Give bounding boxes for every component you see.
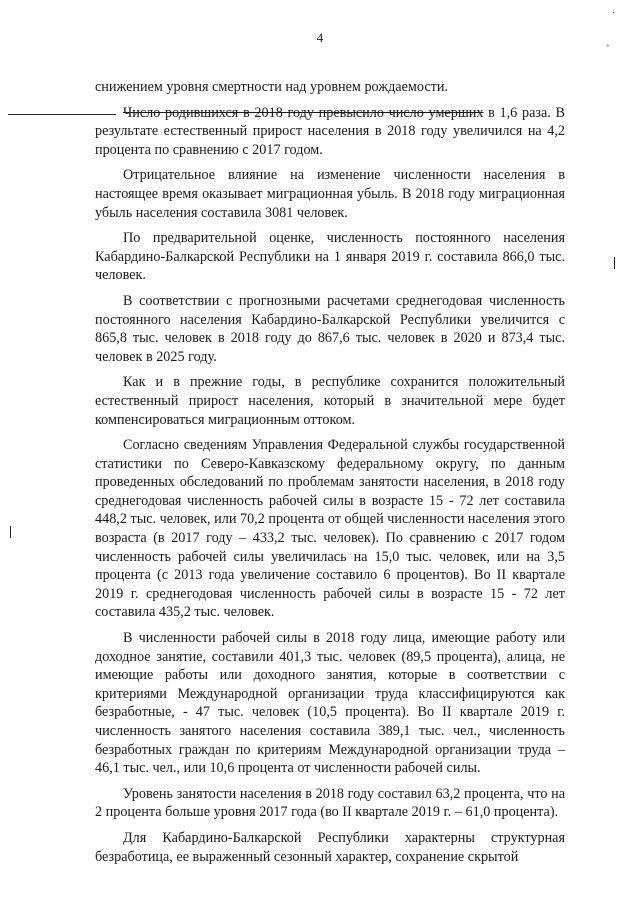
- page-number: 4: [316, 30, 324, 45]
- paragraph-text: Отрицательное влияние на изменение численности населения в настоящее время оказывает миграционная убыль. В 2018 году миграционная убыль населения составила 3081 человек.: [95, 167, 565, 221]
- paragraph-text: в 1,6 раза. В результате естественный прирост населения в 2018 году увеличился на 4,2 процента по сравнению с 2017 годом.: [95, 104, 565, 158]
- scan-artifact-dot: ˚: [606, 44, 610, 55]
- paragraph-text: В соответствии с прогнозными расчетами среднегодовая численность постоянного населения Кабардино-Балкарской Республики увеличится с 865,8 тыс. человек в 2018 году до 867,6 тыс. человек в 2020 и 873,4 тыс. человек в 2025 году.: [95, 292, 565, 365]
- paragraph: [95, 104, 565, 160]
- paragraph-text: Для Кабардино-Балкарской Республики характерны структурная безработица, ее выраженный сезонный характер, сохранение скрытой: [95, 829, 565, 865]
- paragraph: [95, 629, 565, 778]
- paragraph-text: Уровень занятости населения в 2018 году составил 63,2 процента, что на 2 процента больше уровня 2017 года (во II квартале 2019 г. – 61,0 процента).: [95, 785, 565, 821]
- scan-artifact-mark: [10, 526, 11, 538]
- paragraph: [95, 292, 565, 366]
- struck-text: Число родившихся в 2018 году превысило число умерших: [123, 104, 484, 121]
- paragraph-text: Как и в прежние годы, в республике сохранится положительный естественный прирост населения, который в значительной мере будет компенсироваться миграционным оттоком.: [95, 374, 565, 428]
- paragraph-text: Согласно сведениям Управления Федеральной службы государственной статистики по Северо-Кавказскому федеральному округу, по данным проведенных обследований по проблемам занятости населения, в 2018 году среднегодовая численность рабочей силы в возрасте 15 - 72 лет составила 448,2 тыс. человек, или 70,2 процента от общей численности населения этого возраста (в 2017 году – 433,2 тыс. человек). По сравнению с 2017 годом численность рабочей силы увеличилась на 15,0 тыс. человек, или на 3,5 процента (с 2013 года увеличение составило 6 процентов). Во II квартале 2019 г. среднегодовая численность рабочей силы в возрасте 15 - 72 лет составила 435,2 тыс. человек.: [95, 437, 565, 621]
- paragraph: [95, 229, 565, 285]
- paragraph: [95, 373, 565, 429]
- paragraph: [95, 166, 565, 222]
- paragraph-text: снижением уровня смертности над уровнем рождаемости.: [95, 79, 448, 95]
- document-body: [95, 78, 565, 873]
- scan-artifact-mark: [614, 257, 615, 269]
- paragraph-text: В численности рабочей силы в 2018 году лица, имеющие работу или доходное занятие, составили 401,3 тыс. человек (89,5 процента), алица, не имеющие работы или доходного занятия, которые в соответствии с критериями Международной организации труда классифицируются как безработные, - 47 тыс. человек (10,5 процента). Во II квартале 2019 г. численность занятого населения составила 389,1 тыс. чел., численность безработных граждан по критериям Международной организации труда – 46,1 тыс. чел., или 10,6 процента от численности рабочей силы.: [95, 630, 565, 777]
- paragraph: [95, 436, 565, 622]
- paragraph: [95, 829, 565, 866]
- scan-artifact-dot: ·: [612, 8, 616, 19]
- paragraph: [95, 78, 565, 97]
- paragraph: [95, 785, 565, 822]
- paragraph-text: По предварительной оценке, численность постоянного населения Кабардино-Балкарской Республики на 1 января 2019 г. составила 866,0 тыс. человек.: [95, 230, 565, 284]
